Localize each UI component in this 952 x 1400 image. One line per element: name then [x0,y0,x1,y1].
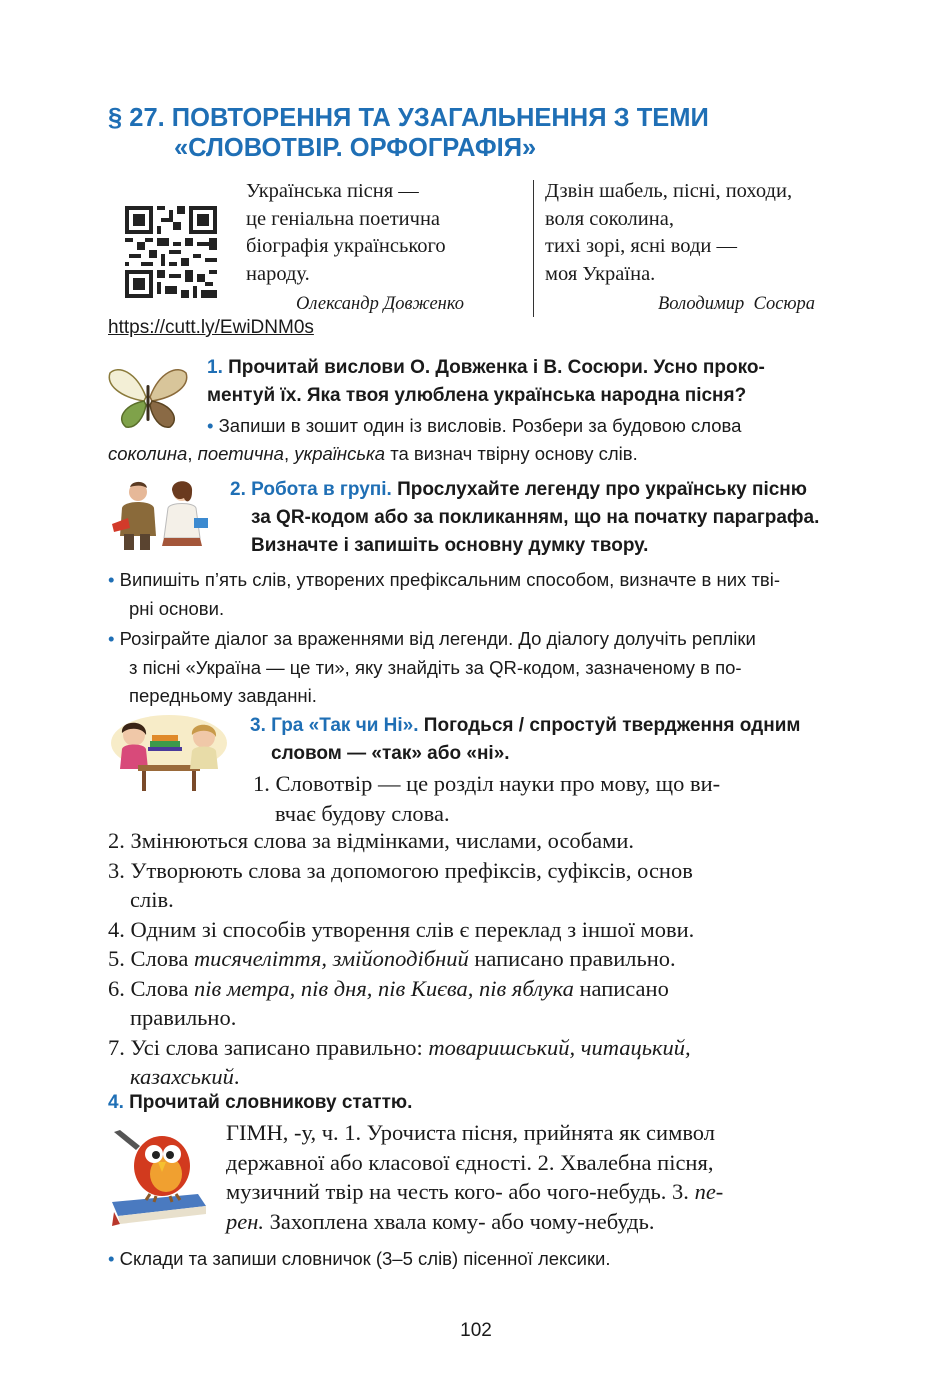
quote1-line: біографія українського [246,235,446,257]
dictionary-entry [226,1118,723,1236]
task1-tail: та визнач твірну основу слів. [385,443,638,464]
separator: , [187,443,198,464]
statement-3-cont: слів. [130,887,174,912]
task4-prompt [108,1089,412,1117]
entry-line: ГІМН, -у, ч. 1. Урочиста пісня, прийнята як символ [226,1120,715,1145]
entry-text: Захоплена хвала кому- або чому-небудь. [264,1208,655,1234]
entry-italic: рен. [226,1208,265,1234]
task2-bullet2 [108,625,756,711]
section-heading [108,103,709,163]
statements [108,826,694,1092]
entry-line: державної або класової єдності. 2. Хвалебна пісня, [226,1149,714,1175]
statement-text: вчає будову слова. [275,800,450,826]
quote1-line: народу. [246,262,310,285]
qr-code[interactable] [125,206,217,298]
task2-bullet1 [108,566,780,623]
statement-1 [253,769,720,828]
bullet-text: з пісні «Україна — це ти», яку знайдіть за QR-кодом, зазначеному в по- [129,656,742,678]
bullet-icon: • [108,628,115,649]
task1-bullet-text: Запиши в зошит один із висловів. Розбери за будовою слова [218,415,742,436]
quote2-author: Володимир Сосюра [658,294,816,314]
statement-3: 3. Утворюють слова за допомогою префіксів, суфіксів, основ [108,857,693,883]
quote2-line: Дзвін шабель, пісні, походи, [545,180,793,202]
statement-italic: пів метра, пів дня, пів Києва, пів яблука [193,975,574,1001]
quote-divider [533,180,534,317]
statement-7 [108,1033,694,1063]
heading-line-2: «СЛОВОТВІР. ОРФОГРАФІЯ» [174,134,537,162]
task2-number: 2. [230,479,246,500]
task4-text: Прочитай словникову статтю. [129,1092,413,1113]
statement-4: 4. Одним зі способів утворення слів є переклад з іншої мови. [108,916,695,942]
task3-text: Погодься / спростуй твердження одним [418,715,801,736]
quote2-line: воля соколина, [545,207,674,230]
task2-text: за QR-кодом або за покликанням, що на початку параграфа. [251,507,820,528]
bullet-text: Випишіть п’ять слів, утворених префіксальним способом, визначте в них тві- [119,569,781,590]
statement-text: написано [573,975,669,1001]
quote2-line: моя Україна. [545,262,656,285]
entry-italic: пе- [694,1179,724,1204]
task2-text: Визначте і запишіть основну думку твору. [251,535,649,556]
quote-sosiura [545,178,792,288]
word: поетична [197,443,284,464]
quote1-line: це геніальна поетична [246,207,441,230]
word: соколина [108,443,188,464]
entry-text: музичний твір на честь кого- або чого-небудь. 3. [226,1179,695,1204]
task3-number: 3. [250,715,266,736]
task4-number: 4. [108,1092,124,1113]
task3-prompt [250,712,800,768]
task1-bullet-cont [108,440,638,469]
dictionary-icon [108,1120,208,1230]
task3-text: словом — «так» або «ні». [271,743,510,764]
bullet-icon: • [207,415,214,436]
quote1-author: Олександр Довженко [296,294,465,314]
task2-label: Робота в групі. [251,479,392,500]
game-icon [108,713,230,795]
statement-italic: казахський [130,1064,234,1089]
group-work-icon [108,478,212,553]
entry-line [226,1177,723,1207]
bullet-text: рні основи. [129,597,225,619]
task4-bullet-text: Склади та запиши словничок (3–5 слів) пісенної лексики. [119,1248,611,1269]
statement-6-cont: правильно. [130,1005,237,1030]
task3-label: Гра «Так чи Ні». [271,715,419,736]
statement-5 [108,944,694,974]
bullet-text: Розіграйте діалог за враженнями від легенди. До діалогу долучіть репліки [119,628,756,649]
qr-link[interactable]: https://cutt.ly/EwiDNM0s [108,317,314,338]
quote1-line: Українська пісня — [246,180,419,202]
task2-prompt [230,476,819,560]
separator: , [283,443,295,464]
quote-dovzhenko [246,178,446,288]
statement-text: написано правильно. [468,946,676,971]
word: українська [294,443,386,464]
bullet-icon: • [108,569,115,590]
statement-6 [108,974,694,1004]
statement-italic: тисячеліття, змійоподібний [193,946,469,971]
task4-bullet [108,1245,611,1274]
statement-text: 7. Усі слова записано правильно: [108,1034,429,1060]
page-number: 102 [460,1320,492,1341]
statement-text: 5. Слова [108,946,194,971]
bullet-icon: • [108,1248,115,1269]
task1-bullet [207,412,741,441]
statement-text: 1. Словотвір — це розділ науки про мову, що ви- [253,771,721,796]
task1-text: Прочитай вислови О. Довженка і В. Сосюри. Усно проко- [228,357,765,378]
statement-7-cont [108,1062,694,1092]
statement-2: 2. Змінюються слова за відмінками, числами, особами. [108,828,635,853]
bullet-text: передньому завданні. [129,685,317,706]
statement-text: . [233,1064,240,1089]
task2-text: Прослухайте легенду про українську пісню [391,479,807,500]
task1-text: ментуй їх. Яка твоя улюблена українська народна пісня? [207,385,747,406]
task1-prompt [207,354,765,410]
heading-line-1: § 27. ПОВТОРЕННЯ ТА УЗАГАЛЬНЕННЯ З ТЕМИ [108,104,709,132]
quote2-line: тихі зорі, ясні води — [545,235,737,257]
entry-line [226,1207,723,1237]
butterfly-icon [108,363,188,431]
statement-italic: товаришський, читацький, [428,1034,691,1060]
task1-number: 1. [207,357,223,378]
statement-text: 6. Слова [108,975,194,1001]
